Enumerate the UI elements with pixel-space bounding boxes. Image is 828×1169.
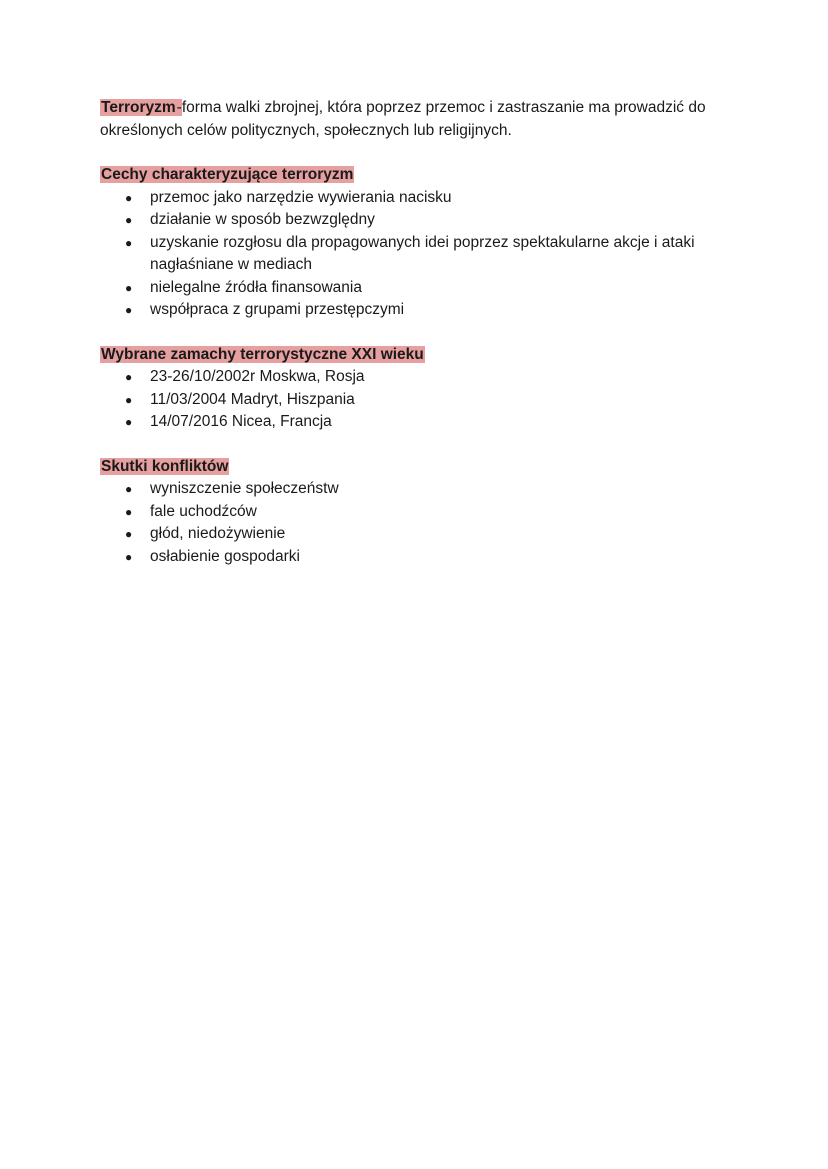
term-dash: - xyxy=(176,99,182,116)
list-item-text: głód, niedożywienie xyxy=(150,525,286,542)
definition-text: forma walki zbrojnej, która poprzez przemoc i zastraszanie ma prowadzić do określonych celów politycznych, społecznych lub religijnych. xyxy=(100,99,706,139)
heading-highlight: Cechy charakteryzujące terroryzm xyxy=(101,166,354,183)
heading-highlight: Skutki konfliktów xyxy=(101,457,229,475)
list-item xyxy=(125,523,750,546)
bullet-icon: ● xyxy=(125,504,133,519)
list-item xyxy=(125,209,750,232)
list-item xyxy=(125,232,750,277)
bullet-list xyxy=(100,478,750,568)
bullet-icon: ● xyxy=(125,482,133,496)
list-item-text: fale uchodźców xyxy=(150,502,257,520)
intro-paragraph xyxy=(100,97,750,142)
list-item-text: osłabienie gospodarki xyxy=(150,547,300,565)
list-item-text: uzyskanie rozgłosu dla propagowanych idei poprzez spektakularne akcje i ataki nagłaśniane w mediach xyxy=(150,233,695,273)
section-features xyxy=(100,164,750,322)
list-item-text: 11/03/2004 Madryt, Hiszpania xyxy=(150,390,355,408)
list-item xyxy=(125,546,750,569)
list-item xyxy=(125,411,750,434)
list-item xyxy=(125,299,750,322)
list-item xyxy=(125,501,750,524)
bullet-icon: ● xyxy=(125,213,133,227)
section-attacks xyxy=(100,344,750,434)
list-item xyxy=(125,187,750,210)
bullet-icon: ● xyxy=(125,527,133,541)
list-item-text: 23-26/10/2002r Moskwa, Rosja xyxy=(150,368,365,385)
bullet-icon: ● xyxy=(125,549,133,564)
list-item xyxy=(125,389,750,412)
bullet-icon: ● xyxy=(125,280,133,295)
section-consequences xyxy=(100,456,750,569)
document-page xyxy=(100,97,750,568)
bullet-icon: ● xyxy=(125,303,133,317)
list-item-text: działanie w sposób bezwzględny xyxy=(150,211,375,228)
bullet-icon: ● xyxy=(125,235,133,250)
section-heading xyxy=(100,164,750,187)
section-heading xyxy=(100,344,750,367)
heading-highlight: Wybrane zamachy terrorystyczne XXI wieku xyxy=(101,345,424,363)
list-item-text: przemoc jako narzędzie wywierania nacisku xyxy=(150,188,452,206)
bullet-icon: ● xyxy=(125,392,133,407)
term-highlight: Terroryzm xyxy=(101,99,176,116)
bullet-icon: ● xyxy=(125,415,133,429)
list-item-text: nielegalne źródła finansowania xyxy=(150,278,362,296)
list-item xyxy=(125,277,750,300)
section-heading xyxy=(100,456,750,479)
bullet-list xyxy=(100,187,750,322)
list-item-text: 14/07/2016 Nicea, Francja xyxy=(150,413,332,430)
bullet-icon: ● xyxy=(125,190,133,205)
bullet-list xyxy=(100,366,750,434)
bullet-icon: ● xyxy=(125,370,133,384)
list-item-text: wyniszczenie społeczeństw xyxy=(150,480,339,497)
list-item xyxy=(125,478,750,501)
list-item-text: współpraca z grupami przestępczymi xyxy=(150,301,405,318)
list-item xyxy=(125,366,750,389)
